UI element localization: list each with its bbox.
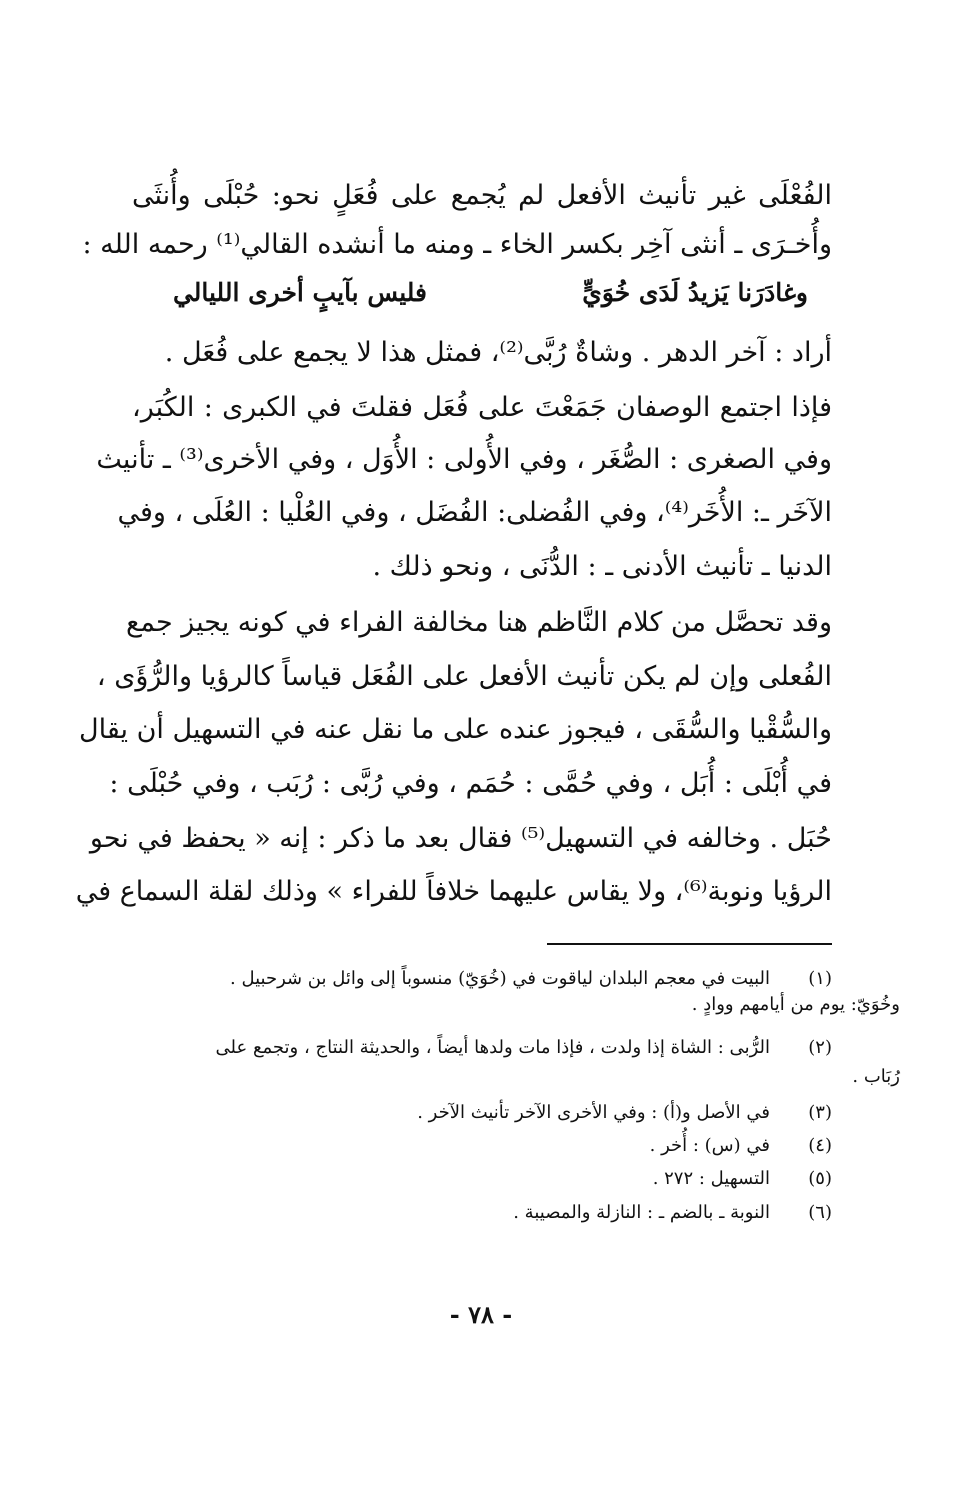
footnote-2-continuation: رُبَاب . (852, 1066, 900, 1087)
verse-first-hemistich: وغادَرَنا يَزيدُ لَدَى خُوَيٍّ (582, 278, 808, 307)
body-line-4: فإذا اجتمع الوصفان جَمَعْتَ على فُعَل فقلتَ في الكبرى : الكُبَر، (132, 392, 832, 423)
footnote-number: (٦) (808, 1202, 832, 1223)
footnote-text: الرُّبى : الشاة إذا ولدت ، فإذا مات ولدها أيضاً ، والحديثة النتاج ، وتجمع على (215, 1037, 770, 1058)
footnote-number: (٤) (808, 1135, 832, 1156)
page-number: - ٧٨ - (449, 1300, 513, 1329)
body-line-10: والسُّقْيا والسُّقَى ، فيجوز عنده على ما نقل عنه في التسهيل أن يقال (78, 714, 832, 745)
body-line-2: وأُخـرَى ـ أنثى آخِر بكسر الخاء ـ ومنه ما أنشده القالي⁽¹⁾ رحمه الله : (82, 229, 832, 260)
footnote-text: البيت في معجم البلدان لياقوت في (خُوَيّ) منسوباً إلى وائل بن شرحبيل . (230, 968, 770, 989)
body-line-12: حُبَل . وخالفه في التسهيل⁽⁵⁾ فقال بعد ما ذكر : إنه « يحفظ في نحو (89, 823, 832, 854)
footnote-text: النوبة ـ بالضم ـ : النازلة والمصيبة . (513, 1202, 770, 1223)
body-line-6: الآخَر ـ: الأُخَر⁽⁴⁾، وفي الفُضلى: الفُضَل ، وفي العُلْيا : العُلَى ، وفي (117, 497, 832, 528)
body-line-1: الفُعْلَى غير تأنيث الأفعل لم يُجمع على فُعَلٍ نحو: حُبْلَى وأُنثَى (132, 180, 832, 211)
footnote-number: (١) (808, 968, 832, 989)
footnote-1-continuation: وخُوَيّ: يوم من أيامهم ووادٍ . (691, 994, 900, 1015)
footnote-text: التسهيل : ٢٧٢ . (652, 1168, 770, 1189)
footnote-text: في (س) : أُخر . (649, 1135, 770, 1156)
body-line-7: الدنيا ـ تأنيث الأدنى ـ : الدُّنَى ، ونحو ذلك . (372, 551, 832, 582)
footnote-text: في الأصل و(أ) : وفي الأخرى الآخر تأنيث الآخر . (417, 1102, 770, 1123)
body-line-13: الرؤيا ونوبة⁽⁶⁾، ولا يقاس عليهما خلافاً للفراء » وذلك لقلة السماع في (75, 876, 832, 907)
verse-second-hemistich: فليس بآيبٍ أخرى الليالي (172, 278, 427, 307)
footnote-number: (٥) (808, 1168, 832, 1189)
body-line-9: الفُعلى وإن لم يكن تأنيث الأفعل على الفُعَل قياساً كالرؤيا والرُّؤَى ، (96, 661, 832, 692)
body-line-3: أراد : آخر الدهر . وشاةٌ رُبَّى⁽²⁾، فمثل هذا لا يجمع على فُعَل . (164, 337, 832, 368)
body-line-11: في أُبْلَى : أُبَل ، وفي حُمَّى : حُمَم ، وفي رُبَّى : رُبَب ، وفي حُبْلَى : (109, 768, 832, 799)
body-line-5: وفي الصغرى : الصُّغَر ، وفي الأُولى : الأُوَل ، وفي الأخرى⁽³⁾ ـ تأنيث (96, 444, 832, 475)
footnote-number: (٢) (808, 1037, 832, 1058)
body-line-8: وقد تحصَّل من كلام النَّاظم هنا مخالفة الفراء في كونه يجيز جمع (125, 607, 832, 638)
footnote-separator (547, 943, 832, 945)
footnote-number: (٣) (808, 1102, 832, 1123)
